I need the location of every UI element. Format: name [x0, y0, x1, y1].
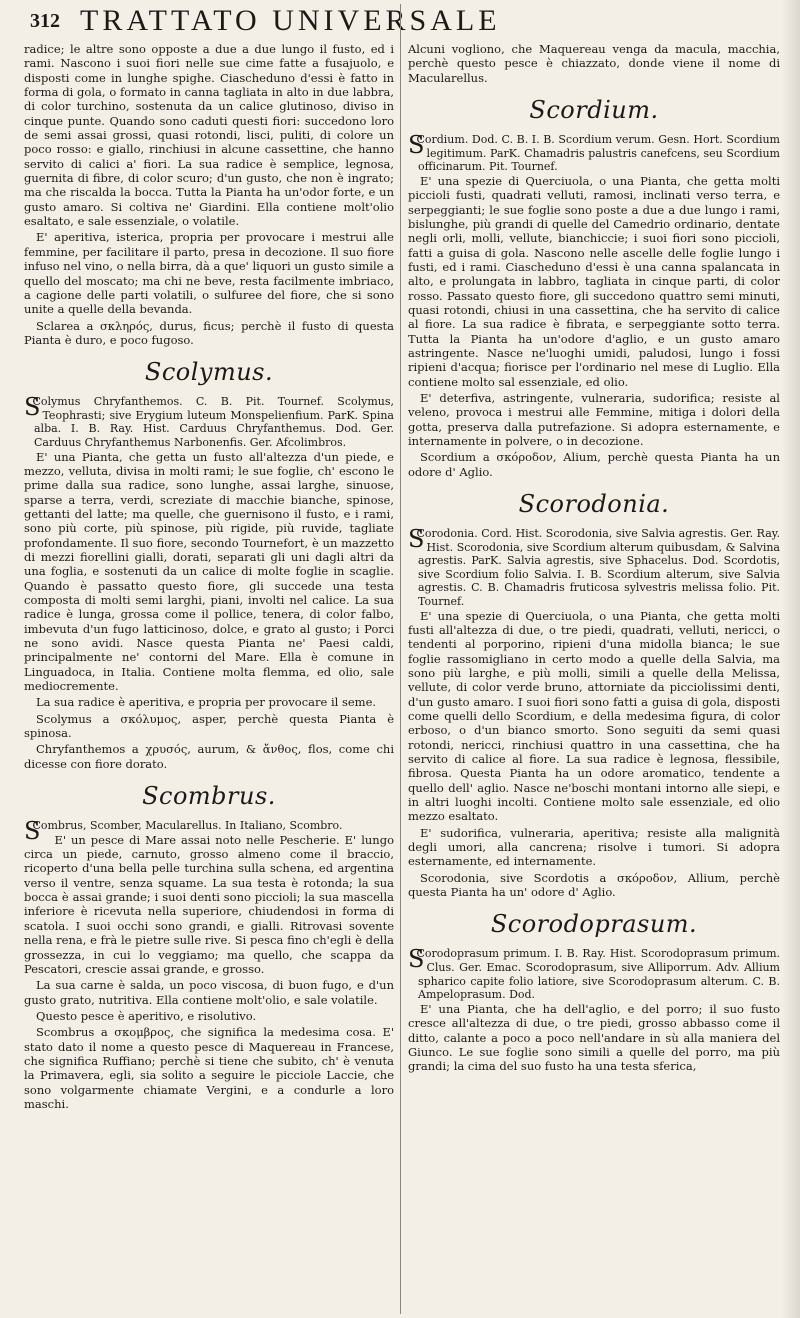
right-column	[408, 42, 780, 1076]
drop-cap: S	[408, 131, 425, 160]
synonyms-scombrus	[24, 817, 394, 846]
etymology: Sclarea a σκληρός, durus, ficus; perchè il fusto di questa Pianta è duro, e poco fugoso.	[24, 318, 394, 347]
paragraph: E' deterfiva, astringente, vulneraria, sudorifica; resiste al veleno, provoca i mestrui alle Femmine, mitiga i dolori della gotta, preserva dalla putrefazione. Si adopra esternamente, e internamente in polvere, o in decozione.	[408, 390, 780, 448]
paragraph: La sua radice è aperitiva, e propria per provocare il seme.	[36, 695, 377, 710]
page-number: 312	[30, 10, 60, 32]
etymology: Scordium a σκόροδον, Alium, perchè questa Pianta ha un odore d' Aglio.	[408, 450, 780, 479]
paragraph: Alcuni vogliono, che Maquereau venga da macula, macchia, perchè questo pesce è chiazzato, donde viene il nome di Macularellus.	[408, 42, 780, 85]
paragraph: E' una Pianta, che ha dell'aglio, e del porro; il suo fusto cresce all'altezza di due, o tre piedi, grosso abbasso come il ditto, calante a poco a poco nell'andare in sù alla maniera del Giunco. Le sue foglie sono simili a quelle del porro, ma più grandi; la cima del suo fusto ha una testa sferica,	[408, 1001, 780, 1074]
drop-cap: S	[24, 817, 41, 846]
entry-heading-scolymus: Scolymus.	[144, 358, 274, 387]
synonyms-scolymus	[24, 395, 394, 449]
synonyms-scorodoprasum	[408, 947, 780, 1001]
column-divider	[400, 4, 401, 1314]
etymology: Scorodonia, sive Scordotis a σκόροδον, Allium, perchè questa Pianta ha un' odore d' Aglio.	[408, 870, 780, 900]
paragraph: E' un pesce di Mare assai noto nelle Pescherie. E' lungo circa un piede, carnuto, grosso almeno come il braccio, ricoperto d'una bella pelle turchina sulla schena, ed argentina verso il ventre, senza squame. La sua testa è rotonda; la sua bocca è assai grande; i suoi denti sono piccioli; la sua mascella inferiore è ricevuta nella superiore, chiudendosi in forma di scatola. I suoi occhi sono grandi, e gialli. Ritrovasi sovente nella rena, e frà le pietre sulle rive. Si pesca fino ch'egli è della grossezza, in cui lo veggiamo; ma quello, che scappa da Pescatori, crescie assai grande, e grosso.	[24, 832, 394, 976]
paragraph: E' aperitiva, isterica, propria per provocare i mestrui alle femmine, per facilitare il parto, presa in decozione. Il suo fiore infuso nel vino, o nella birra, dà a que' liquori un gusto simile a quello del moscato; ma chi ne beve, resta facilmente imbriaco, a cagione delle parti volatili, o sulfuree del fiore, che si sono unite a quelle della bevanda.	[24, 230, 394, 317]
paragraph: E' sudorifica, vulneraria, aperitiva; resiste alla malignità degli umori, alla cancrena; risolve i tumori. Si adopra esternamente, ed internamente.	[408, 825, 780, 869]
drop-cap: S	[24, 393, 41, 422]
running-title: TRATTATO UNIVERSALE	[80, 4, 501, 37]
entry-heading-scorodoprasum: Scorodoprasum.	[490, 910, 698, 939]
etymology: Scombrus a σκομβρος, che significa la medesima cosa. E' stato dato il nome a questo pesce di Maquereau in Francese, che significa Ruffiano; perchè si tiene che subito, ch' è venuta la Primavera, egli, sia solito a seguire le picciole Laccie, che sono volgarmente chiamate Vergini, e a condurle a loro maschi.	[24, 1025, 394, 1111]
paragraph: E' una Pianta, che getta un fusto all'altezza d'un piede, e mezzo, velluta, divisa in molti rami; le sue foglie, ch' escono le prime dalla sua radice, sono lunghe, assai larghe, sinuose, sparse a terra, verdi, screziate di macchie bianche, spinose, gettanti del latte; ma quelle, che guernisono il fusto, e i rami, sono più corte, più spinose, più rigide, più ruvide, tagliate profondamente. Il suo fiore, secondo Tournefort, è un mazzetto di mezzi fiorellini gialli, dorati, separati gli uni dagli altri da una foglia, e sostenuti da un calice di molte foglie in scaglie. Quando è passatto questo fiore, gli succede una testa composta di molti semi larghi, piani, involti nel calice. La sua radice è lunga, grossa come il pollice, tenera, di color falbo, imbevuta d'un fugo latticinoso, dolce, e grato al gusto; i Porci ne sono avidi. Nasce questa Pianta ne' Paesi caldi, principalmente ne' contorni del Mare. Ella è comune in Linguadoca, in Italia. Contiene molta flemma, ed olio, sale mediocremente.	[24, 449, 394, 694]
synonyms-text: Cordium. Dod. C. B. I. B. Scordium verum. Gesn. Hort. Scordium legitimum. ParK. Chamadris palustris canefcens, seu Scordium officinarum. Pit. Tournef.	[416, 133, 780, 174]
synonyms-text: Corodonia. Cord. Hist. Scorodonia, sive Salvia agrestis. Ger. Ray. Hist. Scorodonia, sive Scordium alterum quibusdam, & Salvina agrestis. ParK. Salvia agrestis, sive Sphacelus. Dod. Scordotis, sive Scordium folio Salvia. I. B. Scordium alterum, sive Salvia agrestis. C. B. Chamadris fruticosa sylvestris melissa folio. Pit. Tournef.	[416, 527, 780, 608]
paragraph: E' una spezie di Querciuola, o una Pianta, che getta molti fusti all'altezza di due, o tre piedi, quadrati, velluti, nericci, o tendenti al porporino, ripieni d'una midolla bianca; le sue foglie rassomigliano in certo modo a quelle della Salvia, ma sono più larghe, e più molli, simili a quelle della Melissa, vellute, di color verde bruno, attorniate da picciolissimi denti, d'un gusto amaro. I suoi fiori sono fatti a guisa di gola, disposti come quelli dello Scordium, e della medesima figura, di color erboso, o d'un bianco smorto. Sono seguiti da semi quasi rotondi, nericci, rinchiusi quattro in una cassettina, che ha servito di calice al fiore. La sua radice è legnosa, flessibile, fibrosa. Questa Pianta ha un odore aromatico, tendente a quello dell' aglio. Nasce ne'boschi montani intorno alle siepi, e in altri luoghi incolti. Contiene molto sale essenziale, ed olio mezzo esaltato.	[408, 608, 780, 824]
entry-heading-scordium: Scordium.	[529, 96, 659, 125]
etymology: Chryfanthemos a χρυσός, aurum, & ἄνθος, flos, come chi dicesse con fiore dorato.	[24, 742, 394, 771]
entry-heading-scombrus: Scombrus.	[142, 782, 276, 811]
drop-cap: S	[408, 945, 425, 974]
synonyms-text: Colymus Chryfanthemos. C. B. Pit. Tournef. Scolymus, Teophrasti; sive Erygium luteum Monspelienfium. ParK. Spina alba. I. B. Ray. Hist. Carduus Chryfanthemus. Dod. Ger. Carduus Chryfanthemus Narbonenfis. Ger. Afcolimbros.	[32, 395, 394, 449]
drop-cap: S	[408, 525, 425, 554]
synonyms-scorodonia	[408, 527, 780, 609]
synonyms-text: Combrus, Scomber, Macularellus. In Italiano, Scombro.	[32, 819, 343, 833]
synonyms-scordium	[408, 133, 780, 174]
synonyms-text: Corodoprasum primum. I. B. Ray. Hist. Scorodoprasum primum. Clus. Ger. Emac. Scorodoprasum, sive Alliporrum. Adv. Allium spharico capite folio latiore, sive Scorodoprasum alterum. C. B. Ampeloprasum. Dod.	[416, 947, 780, 1002]
left-column	[24, 42, 394, 1113]
paragraph: Questo pesce è aperitivo, e risolutivo.	[36, 1008, 257, 1023]
paragraph: radice; le altre sono opposte a due a due lungo il fusto, ed i rami. Nascono i suoi fiori nelle sue cime fatte a fusajuolo, e disposti come in lunghe spighe. Ciascheduno d'essi è fatto in forma di gola, o formato in canna tagliata in alto in due labbra, di color turchino, sostenuta da un calice glutinoso, diviso in cinque punte. Quando sono caduti questi fiori: succedono loro de semi assai grossi, quasi rotondi, lisci, puliti, di colore un poco rosso: e giallo, rinchiusi in alcune cassettine, che hanno servito di calici a' fiori. La sua radice è semplice, legnosa, guernita di fibre, di color scuro; d'un gusto, che non è ingrato; ma che riscalda la bocca. Tutta la Pianta ha un'odor forte, e un gusto amaro. Si coltiva ne' Giardini. Ella contiene molt'olio esaltato, e sale essenziale, o volatile.	[24, 42, 394, 229]
page-edge-shadow	[782, 0, 800, 1318]
entry-heading-scorodonia: Scorodonia.	[518, 490, 670, 519]
paragraph: E' una spezie di Querciuola, o una Pianta, che getta molti piccioli fusti, quadrati velluti, ramosi, inclinati verso terra, e serpeggianti; le sue foglie sono poste a due a due lungo i rami, bislunghe, più grandi di quelle del Camedrio ordinario, dentate negli orli, molli, vellute, bianchiccie; i suoi fiori sono piccioli, fatti a guisa di gola. Nascono nelle ascelle delle foglie lungo i fusti, ed i rami. Ciascheduno d'essi è una canna spalancata in alto, e prolungata in labbro, tagliata in cinque parti, di color rosso. Passato questo fiore, gli succedono quattro semi minuti, quasi rotondi, chiusi in una cassettina, che ha servito di calice al fiore. La sua radice è fibrata, e serpeggiante sotto terra. Tutta la Pianta ha un'odore d'aglio, e un gusto amaro astringente. Nasce ne'luoghi umidi, paludosi, lungo i fossi ripieni d'acqua; fiorisce per l'ordinario nel mese di Luglio. Ella contiene molto sal essenziale, ed olio.	[408, 173, 780, 389]
etymology: Scolymus a σκόλυμος, asper, perchè questa Pianta è spinosa.	[24, 711, 394, 741]
paragraph: La sua carne è salda, un poco viscosa, di buon fugo, e d'un gusto grato, nutritiva. Ella contiene molt'olio, e sale volatile.	[24, 978, 394, 1007]
